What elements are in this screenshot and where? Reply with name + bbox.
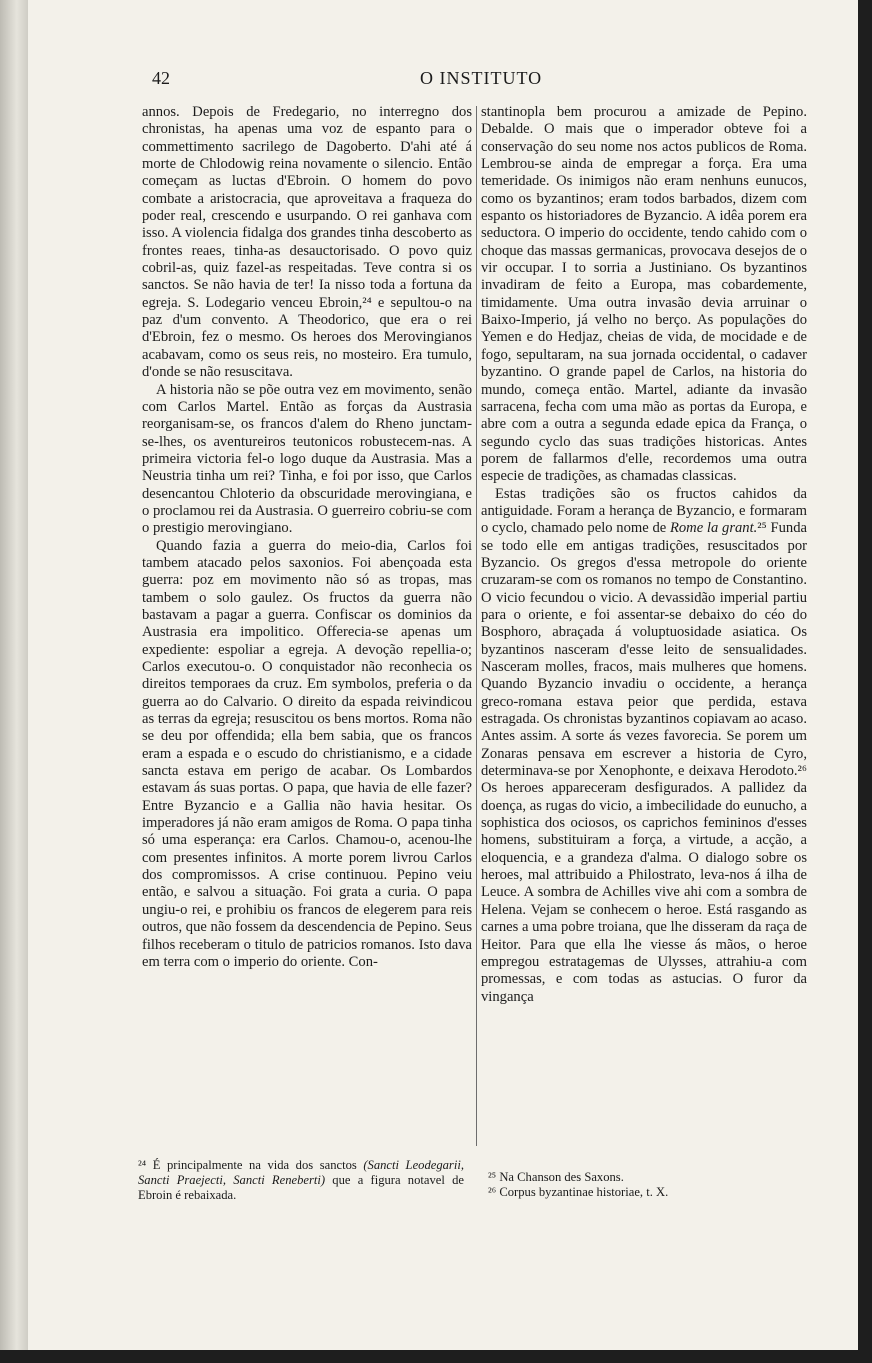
rome-la-grant-title: Rome la grant. [669,520,758,537]
footnote-ref-25: ²⁵ [757,520,767,537]
right-paragraph-2-start: Estas tradições são os fructos cahidos da antiguidade. Foram a herança de Byzancio, e formaram o cyclo, chamado pelo nome de [481,485,807,537]
running-head: O INSTITUTO [420,68,543,88]
right-footnotes [488,1170,808,1200]
right-paragraph-2-rest: Funda se todo elle em antigas tradições, resuscitados por Byzancio. Os gregos d'essa metropole do oriente cruzaram-se com os romanos no tempo de Constantino. O vicio fecundou o vicio. A devassidão imperial partiu para o oriente, e foi assentar-se debaixo do céo do Bosphoro, abraçada á voluptuosidade asiatica. Os byzantinos nasceram d'esse leito de sensualidades. Nasceram molles, fracos, mais mulheres que homens. Quando Byzancio invadiu o occidente, a herança greco-romana estava peior que perdida, estava estragada. Os chronistas byzantinos copiavam ao acaso. Antes assim. A sorte ás vezes favorecia. Se porem um Zonaras pensava em escrever a historia de Cyro, determinava-se por Xenophonte, e deixava Herodoto.²⁶ Os heroes appareceram desfigurados. A pallidez da doença, as rugas do vicio, a imbecilidade do eunucho, a sophistica dos ociosos, os caprichos femininos d'esses homens, substituiram a força, a virtude, a acção, a eloquencia, e a grandeza d'alma. O dialogo sobre os heroes, mal attribuido a Philostrato, leva-nos á ilha de Leuce. A sombra de Achilles vive ahi com a sombra de Helena. Vejam se conhecem o heroe. Está rasgando as carnes a uma pobre troiana, que lhe disseram da raça de Heitor. Para que ella lhe viesse ás mãos, o heroe empregou estratagemas de Ulysses, attrahiu-a com promessas, e com todas as astucias. O furor da vingança [481,520,807,1005]
footnote-25-marker: ²⁵ [488,1170,497,1184]
footnote-24-text-end: que a figura notavel de Ebroin é rebaixada. [138,1173,464,1202]
footnote-25 [488,1170,808,1185]
left-paragraph-3: Quando fazia a guerra do meio-dia, Carlos foi tambem atacado pelos saxonios. Foi abençoada esta guerra: poz em movimento não só as tropas, mas tambem o solo gaulez. Os fructos da guerra não bastavam a pagar a guerra. Confiscar os dominios da Austrasia era impolitico. Offerecia-se apenas um expediente: espoliar a egreja. A devoção repellia-o; Carlos executou-o. O conquistador não reconhecia os direitos temporaes da cruz. Em symbolos, preferia o da guerra ao do Calvario. O direito da espada reivindicou as terras da egreja; resuscitou os bens mortos. Roma não se deu por offendida; ella bem sabia, que os francos eram a espada e o escudo do christianismo, e a cidade sancta estava em perigo de acabar. Os Lombardos estavam ás suas portas. O papa, que havia de elle fazer? Entre Byzancio e a Gallia não havia hesitar. Os imperadores já não eram amigos de Roma. O papa tinha só uma esperança: era Carlos. Chamou-o, acenou-lhe com presentes infinitos. A morte porem livrou Carlos dos compromissos. A crise continuou. Pepino veiu então, e salvou a situação. Foi grata a curia. O papa ungiu-o rei, e prohibiu os francos de elegerem para reis outros, que não fossem da descendencia de Pepino. Seus filhos receberam o titulo de patricios romanos. Isto dava em terra com o imperio do oriente. Con- [142,537,472,970]
scan-right-edge [858,0,872,1363]
footnote-24-text-start: É principalmente na vida dos sanctos [152,1158,364,1172]
book-spine-gutter [0,0,28,1350]
right-paragraph-2 [481,486,807,1006]
left-paragraph-2: A historia não se põe outra vez em movimento, senão com Carlos Martel. Então as forças da Austrasia reorganisam-se, os francos d'alem do Rheno junctam-se-lhes, os aventureiros teutonicos robustecem-nas. A primeira victoria fel-o logo duque da Austrasia. Mas a Neustria tinha um rei? Tinha, e foi por isso, que Carlos desencantou Chloterio da obscuridade merovingiana, e o proclamou rei da Austrasia. O guerreiro cobriu-se com o prestigio merovingiano. [142,381,472,537]
right-paragraph-1: stantinopla bem procurou a amizade de Pepino. Debalde. O mais que o imperador obteve foi a conservação do seu nome nos actos publicos de Roma. Lembrou-se ainda de empregar a força. Era uma temeridade. Os inimigos não eram nenhuns eunucos, como os byzantinos; eram todos barbados, dizem com espanto os historiadores de Byzancio. A idêa porem era seductora. O imperio do occidente, tendo cahido com o choque das massas germanicas, provocava desejos de o vir occupar. I to sorria a Justiniano. Os byzantinos invadiram de feito a Europa, mas cobardemente, timidamente. Uma outra invasão devia arruinar o Baixo-Imperio, já velho no berço. As populações do Yemen e do Hedjaz, cheias de vida, de mocidade e de fogo, sepultaram, na sua jornada occidental, o cadaver byzantino. O grande papel de Carlos, na historia do mundo, começa então. Martel, adiante da invasão sarracena, fecha com uma mão as portas da Europa, e abre com a outra a segunda edade epica da França, o segundo cyclo das suas tradições historicas. Antes porem de fallarmos d'elle, recordemos uma outra especie de tradições, as chamadas classicas. [481,104,807,485]
right-column [481,104,807,1006]
page-number: 42 [152,68,170,88]
column-divider [476,106,477,1146]
left-column [142,104,472,971]
footnote-26-marker: ²⁶ [488,1185,497,1199]
left-paragraph-1: annos. Depois de Fredegario, no interregno dos chronistas, ha apenas uma voz de espanto para o commettimento sacrilego de Dagoberto. D'ahi até á morte de Chlodowig reina novamente o silencio. Então começam as luctas d'Ebroin. O homem do povo combate a aristocracia, que aproveitava a fraqueza do poder real, crescendo e usurpando. O rei ganhava com isso. A violencia fidalga dos grandes tinha descoberto as frontes reaes, tinha-as desauctorisado. O povo quiz cobril-as, quiz fazel-as respeitadas. Teve contra si os sanctos. Se não havia de ter! Ia nisso toda a fortuna da egreja. S. Lodegario venceu Ebroin,²⁴ e sepultou-o na paz d'um convento. A Theodorico, que era o rei d'Ebroin, fez o mesmo. Os heroes dos Merovingianos acabavam, como os seus reis, no mosteiro. Era tumulo, d'onde se não resuscitava. [142,104,472,381]
footnote-26-text: Corpus byzantinae historiae, t. X. [499,1185,669,1199]
footnote-24-marker: ²⁴ [138,1158,147,1172]
footnote-25-text: Na Chanson des Saxons. [499,1170,624,1184]
footnote-24-italic: (Sancti Leodegarii, Sancti Praejecti, Sancti Reneberti) [138,1158,464,1187]
footnote-24 [138,1158,464,1203]
footnote-26 [488,1185,808,1200]
scan-bottom-edge [0,1350,872,1363]
